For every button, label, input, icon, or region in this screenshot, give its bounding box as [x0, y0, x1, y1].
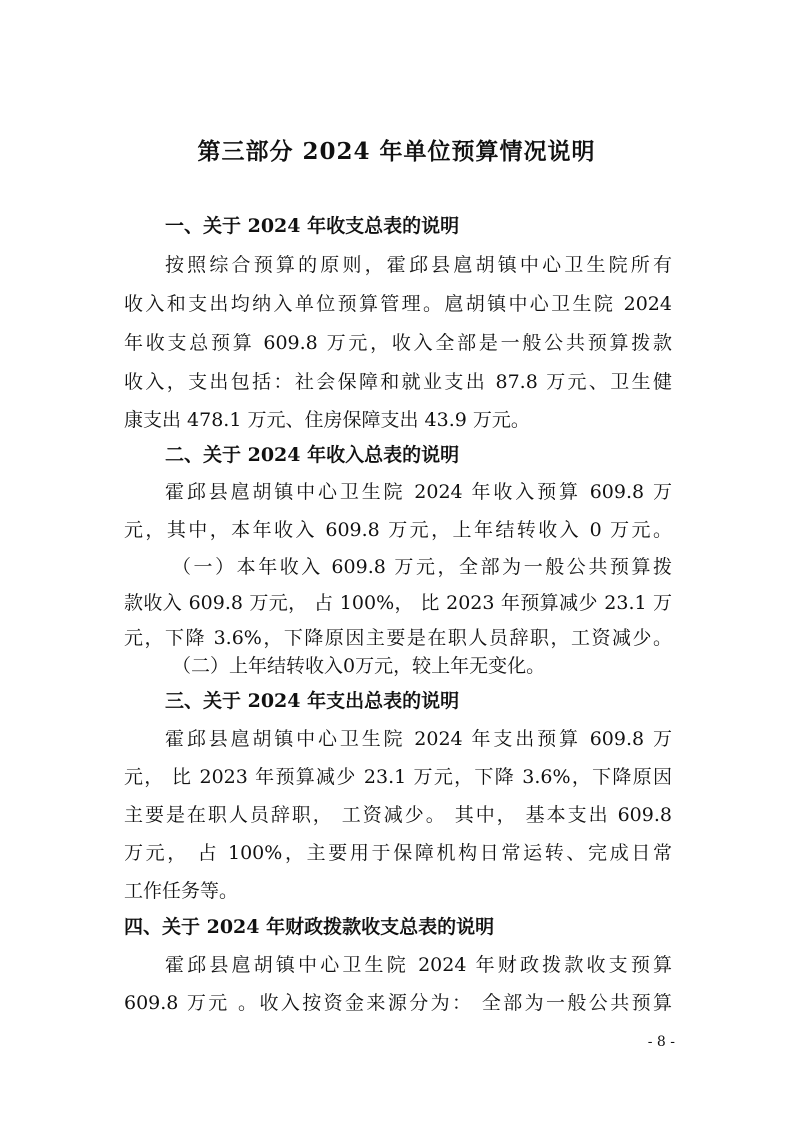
page-title: 第三部分 2024 年单位预算情况说明 — [197, 138, 596, 165]
section-4-heading: 四、关于 2024 年财政拨款收支总表的说明 — [124, 916, 495, 938]
section-3-line-1: 霍邱县扈胡镇中心卫生院 2024 年支出预算 609.8 万 — [165, 728, 672, 750]
section-1-line-2: 收入和支出均纳入单位预算管理。扈胡镇中心卫生院 2024 — [124, 293, 672, 315]
section-3-line-5: 工作任务等。 — [124, 880, 239, 902]
section-3-line-4: 万元， 占 100%，主要用于保障机构日常运转、完成日常 — [124, 842, 672, 864]
section-1-line-3: 年收支总预算 609.8 万元，收入全部是一般公共预算拨款 — [124, 332, 672, 354]
section-2-line-2: 元，其中，本年收入 609.8 万元，上年结转收入 0 万元。 — [124, 519, 672, 541]
section-2-heading: 二、关于 2024 年收入总表的说明 — [165, 444, 460, 466]
section-1-heading: 一、关于 2024 年收支总表的说明 — [165, 215, 460, 237]
page-number: - 8 - — [647, 1034, 675, 1050]
section-2-line-5: 元，下降 3.6%，下降原因主要是在职人员辞职，工资减少。 — [124, 627, 672, 649]
section-2-line-1: 霍邱县扈胡镇中心卫生院 2024 年收入预算 609.8 万 — [165, 481, 672, 503]
section-1-line-4: 收入，支出包括：社会保障和就业支出 87.8 万元、卫生健 — [124, 371, 672, 393]
section-4-line-2: 609.8 万元 。收入按资金来源分为： 全部为一般公共预算 — [124, 992, 672, 1014]
section-3-line-2: 元， 比 2023 年预算减少 23.1 万元，下降 3.6%，下降原因 — [124, 766, 672, 788]
section-1-line-1: 按照综合预算的原则，霍邱县扈胡镇中心卫生院所有 — [165, 254, 672, 276]
section-2-line-6: （二）上年结转收入0万元，较上年无变化。 — [172, 655, 546, 677]
section-3-heading: 三、关于 2024 年支出总表的说明 — [165, 690, 460, 712]
section-2-line-3: （一）本年收入 609.8 万元，全部为一般公共预算拨 — [172, 556, 672, 578]
section-2-line-4: 款收入 609.8 万元， 占 100%， 比 2023 年预算减少 23.1 万 — [124, 592, 672, 614]
section-3-line-3: 主要是在职人员辞职， 工资减少。 其中， 基本支出 609.8 — [124, 804, 672, 826]
section-1-line-5: 康支出 478.1 万元、住房保障支出 43.9 万元。 — [124, 409, 530, 431]
section-4-line-1: 霍邱县扈胡镇中心卫生院 2024 年财政拨款收支预算 — [165, 954, 672, 976]
